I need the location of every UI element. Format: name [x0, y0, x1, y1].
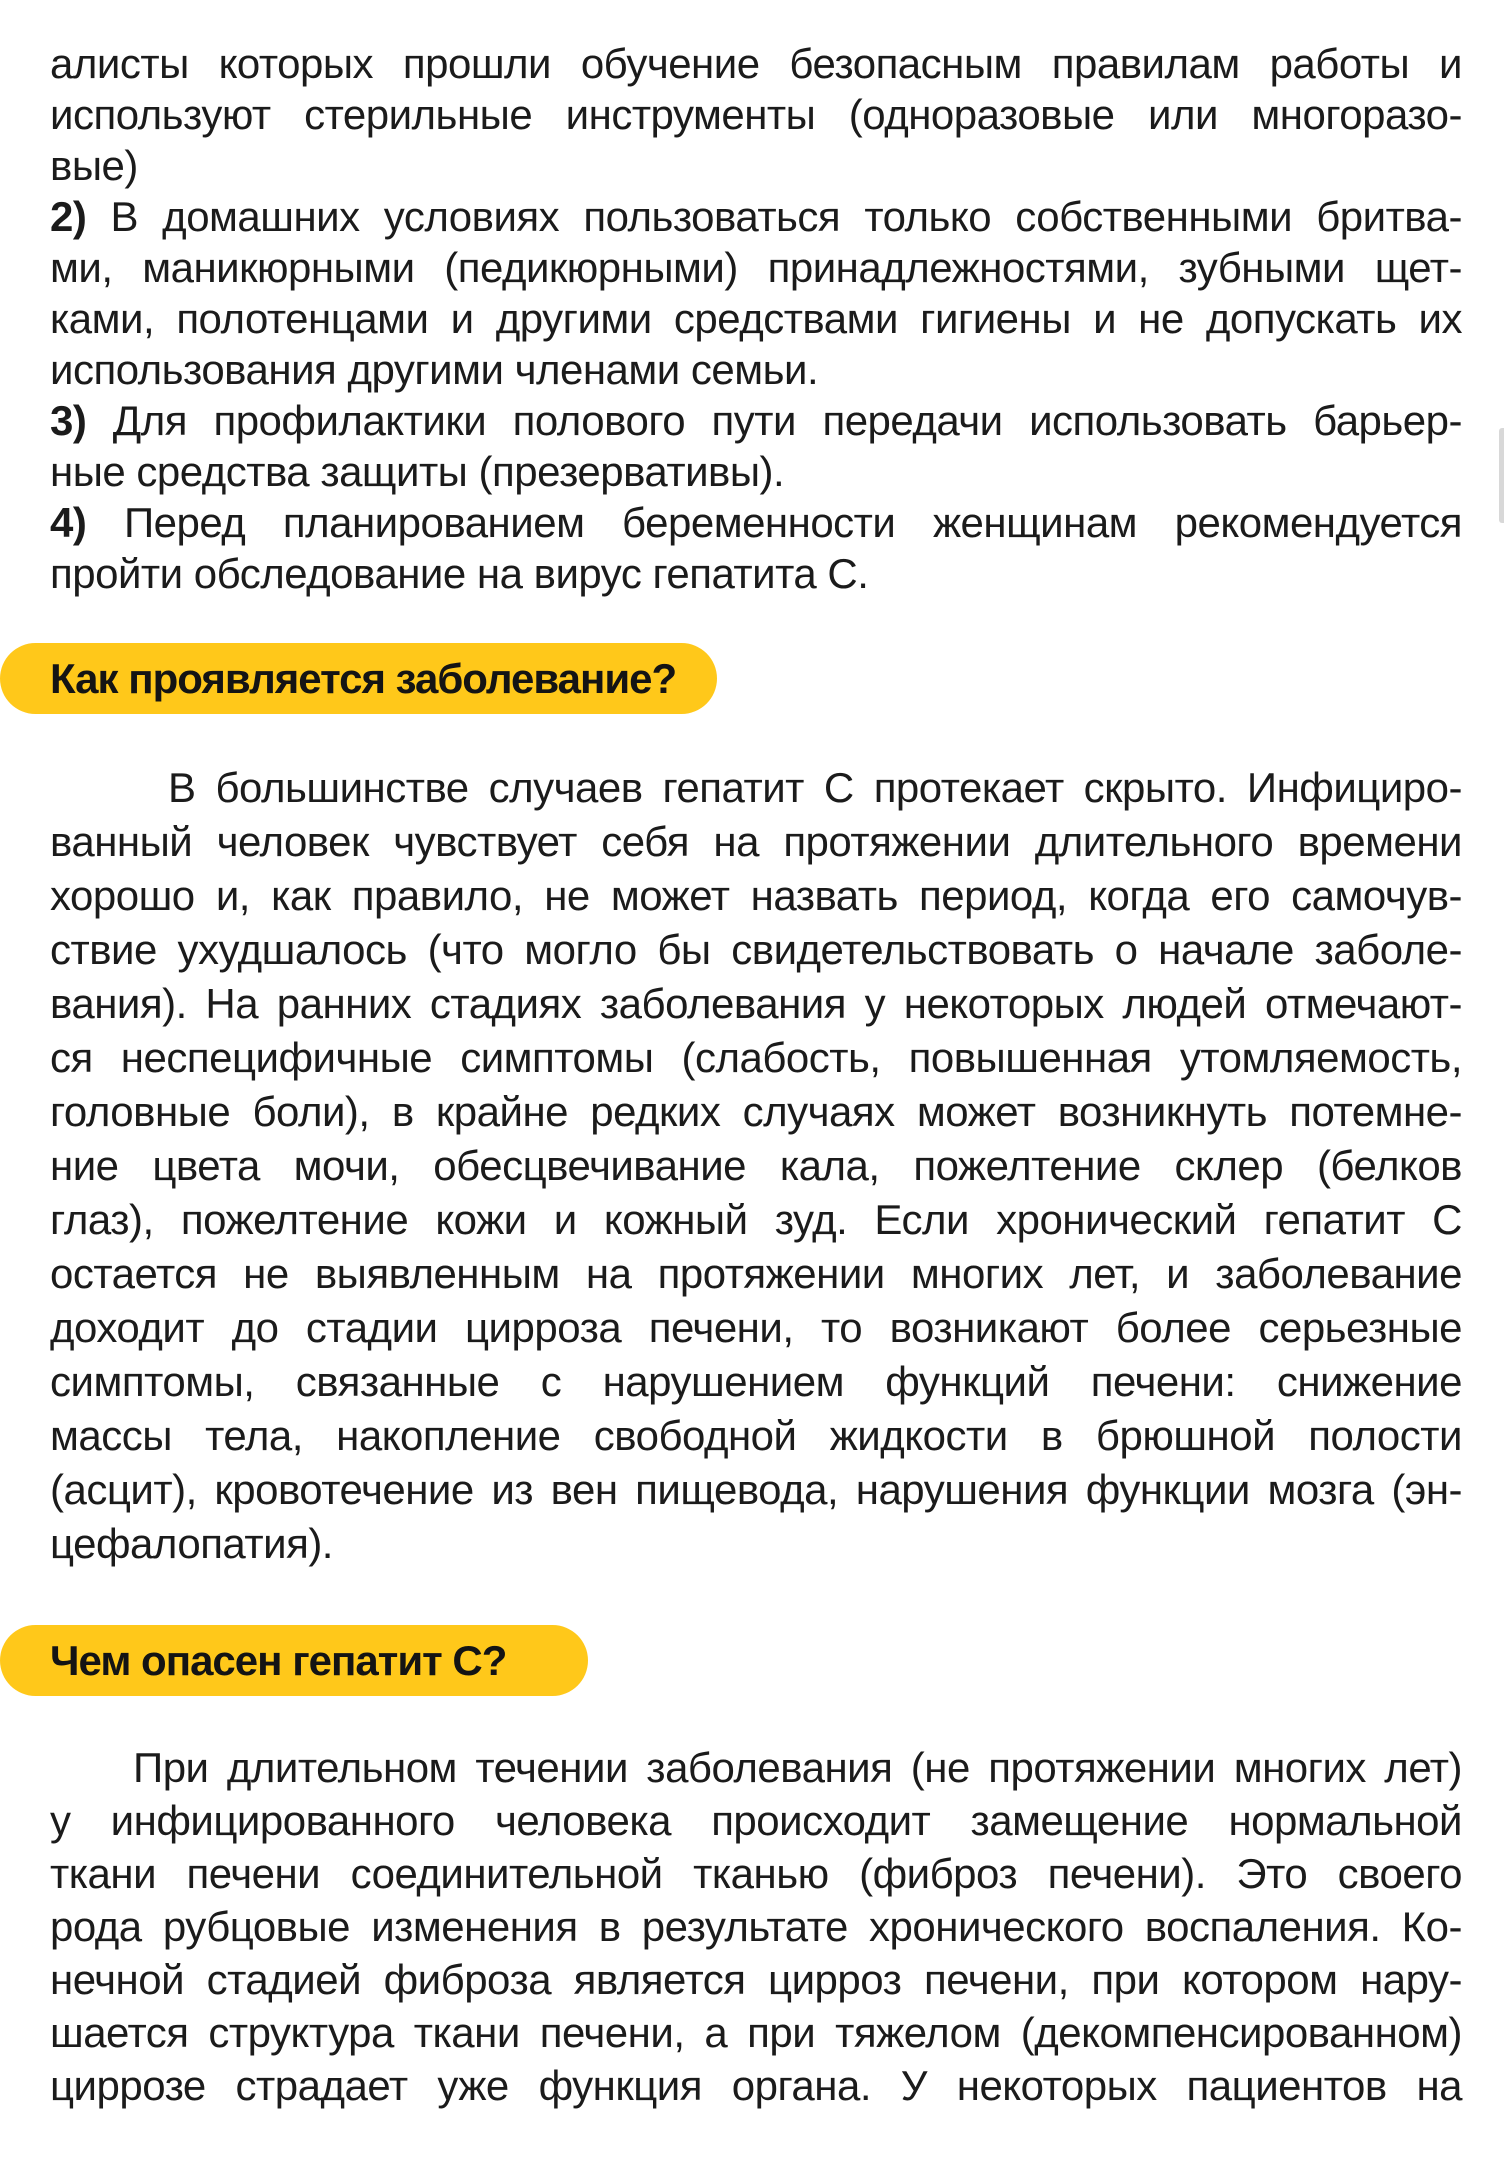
text-line-text: вые): [50, 142, 138, 189]
paragraph: [50, 38, 1462, 191]
text-line: [50, 293, 1462, 344]
text-line-text: шается структура ткани печени, а при тяжелом (декомпенсированном): [50, 2009, 1462, 2056]
text-line-text: рода рубцовые изменения в результате хронического воспаления. Ко-: [50, 1903, 1462, 1950]
paragraph: [50, 497, 1462, 599]
text-line: [50, 869, 1462, 923]
paragraph: [50, 395, 1462, 497]
text-line-text: циррозе страдает уже функция органа. У некоторых пациентов на: [50, 2062, 1462, 2109]
text-line-text: ткани печени соединительной тканью (фиброз печени). Это своего: [50, 1850, 1462, 1897]
text-line-text: Перед планированием беременности женщинам рекомендуется: [86, 499, 1462, 546]
list-number: 3): [50, 397, 87, 444]
text-line: [50, 1794, 1462, 1847]
text-line-text: доходит до стадии цирроза печени, то возникают более серьезные: [50, 1304, 1462, 1351]
text-line: [50, 1301, 1462, 1355]
text-line-text: ванный человек чувствует себя на протяжении длительного времени: [50, 818, 1462, 865]
text-line: [50, 1953, 1462, 2006]
text-line-text: нечной стадией фиброза является цирроз печени, при котором нару-: [50, 1956, 1462, 2003]
text-line: [50, 446, 1462, 497]
text-line: [50, 1741, 1462, 1794]
text-line-text: ствие ухудшалось (что могло бы свидетельствовать о начале заболе-: [50, 926, 1462, 973]
text-line-text: у инфицированного человека происходит замещение нормальной: [50, 1797, 1462, 1844]
text-line-text: ми, маникюрными (педикюрными) принадлежностями, зубными щет-: [50, 244, 1462, 291]
list-number: 4): [50, 499, 87, 546]
text-line: [50, 548, 1462, 599]
text-line: [50, 761, 1462, 815]
text-line-text: цефалопатия).: [50, 1520, 333, 1567]
text-line: [50, 1247, 1462, 1301]
text-line: [50, 344, 1462, 395]
text-line-text: остается не выявленным на протяжении многих лет, и заболевание: [50, 1250, 1462, 1297]
text-line-text: вания). На ранних стадиях заболевания у некоторых людей отмечают-: [50, 980, 1462, 1027]
text-line: [50, 1355, 1462, 1409]
text-line-text: использования другими членами семьи.: [50, 346, 819, 393]
section-heading: [0, 643, 717, 714]
text-line: [50, 1409, 1462, 1463]
paragraph: [50, 1741, 1462, 2112]
text-line: [50, 89, 1462, 140]
scan-edge-artifact: [1499, 428, 1504, 523]
text-line: [50, 815, 1462, 869]
text-line: [50, 1463, 1462, 1517]
text-line: [50, 242, 1462, 293]
text-line: [50, 38, 1462, 89]
text-line-text: алисты которых прошли обучение безопасным правилам работы и: [50, 40, 1462, 87]
text-line-text: симптомы, связанные с нарушением функций печени: снижение: [50, 1358, 1462, 1405]
text-line: [50, 1847, 1462, 1900]
text-line-text: массы тела, накопление свободной жидкости в брюшной полости: [50, 1412, 1462, 1459]
text-line: [50, 191, 1462, 242]
text-line: [50, 1031, 1462, 1085]
text-line: [50, 497, 1462, 548]
section-heading-text: Как проявляется заболевание?: [50, 654, 677, 702]
text-line-text: пройти обследование на вирус гепатита С.: [50, 550, 869, 597]
text-line-text: головные боли), в крайне редких случаях может возникнуть потемне-: [50, 1088, 1462, 1135]
text-line-text: используют стерильные инструменты (одноразовые или многоразо-: [50, 91, 1462, 138]
text-line-text: При длительном течении заболевания (не протяжении многих лет): [133, 1744, 1462, 1791]
text-line-text: В большинстве случаев гепатит С протекает скрыто. Инфициро-: [168, 764, 1462, 811]
text-line: [50, 977, 1462, 1031]
text-line: [50, 2006, 1462, 2059]
text-line: [50, 923, 1462, 977]
text-line-text: ние цвета мочи, обесцвечивание кала, пожелтение склер (белков: [50, 1142, 1462, 1189]
text-line-text: В домашних условиях пользоваться только собственными бритва-: [86, 193, 1462, 240]
text-line: [50, 1900, 1462, 1953]
list-number: 2): [50, 193, 87, 240]
text-line: [50, 2059, 1462, 2112]
paragraph: [50, 191, 1462, 395]
text-line-text: глаз), пожелтение кожи и кожный зуд. Если хронический гепатит С: [50, 1196, 1462, 1243]
text-line: [50, 395, 1462, 446]
section-heading-text: Чем опасен гепатит С?: [50, 1636, 507, 1684]
text-line-text: хорошо и, как правило, не может назвать период, когда его самочув-: [50, 872, 1462, 919]
text-line-text: ные средства защиты (презервативы).: [50, 448, 785, 495]
text-line: [50, 1139, 1462, 1193]
text-line: [50, 140, 1462, 191]
text-line: [50, 1085, 1462, 1139]
text-line-text: ками, полотенцами и другими средствами гигиены и не допускать их: [50, 295, 1462, 342]
text-line: [50, 1517, 1462, 1571]
text-line-text: (асцит), кровотечение из вен пищевода, нарушения функции мозга (эн-: [50, 1466, 1462, 1513]
text-line-text: ся неспецифичные симптомы (слабость, повышенная утомляемость,: [50, 1034, 1462, 1081]
section-heading: [0, 1625, 588, 1696]
text-line-text: Для профилактики полового пути передачи использовать барьер-: [86, 397, 1462, 444]
text-line: [50, 1193, 1462, 1247]
paragraph: [50, 761, 1462, 1571]
